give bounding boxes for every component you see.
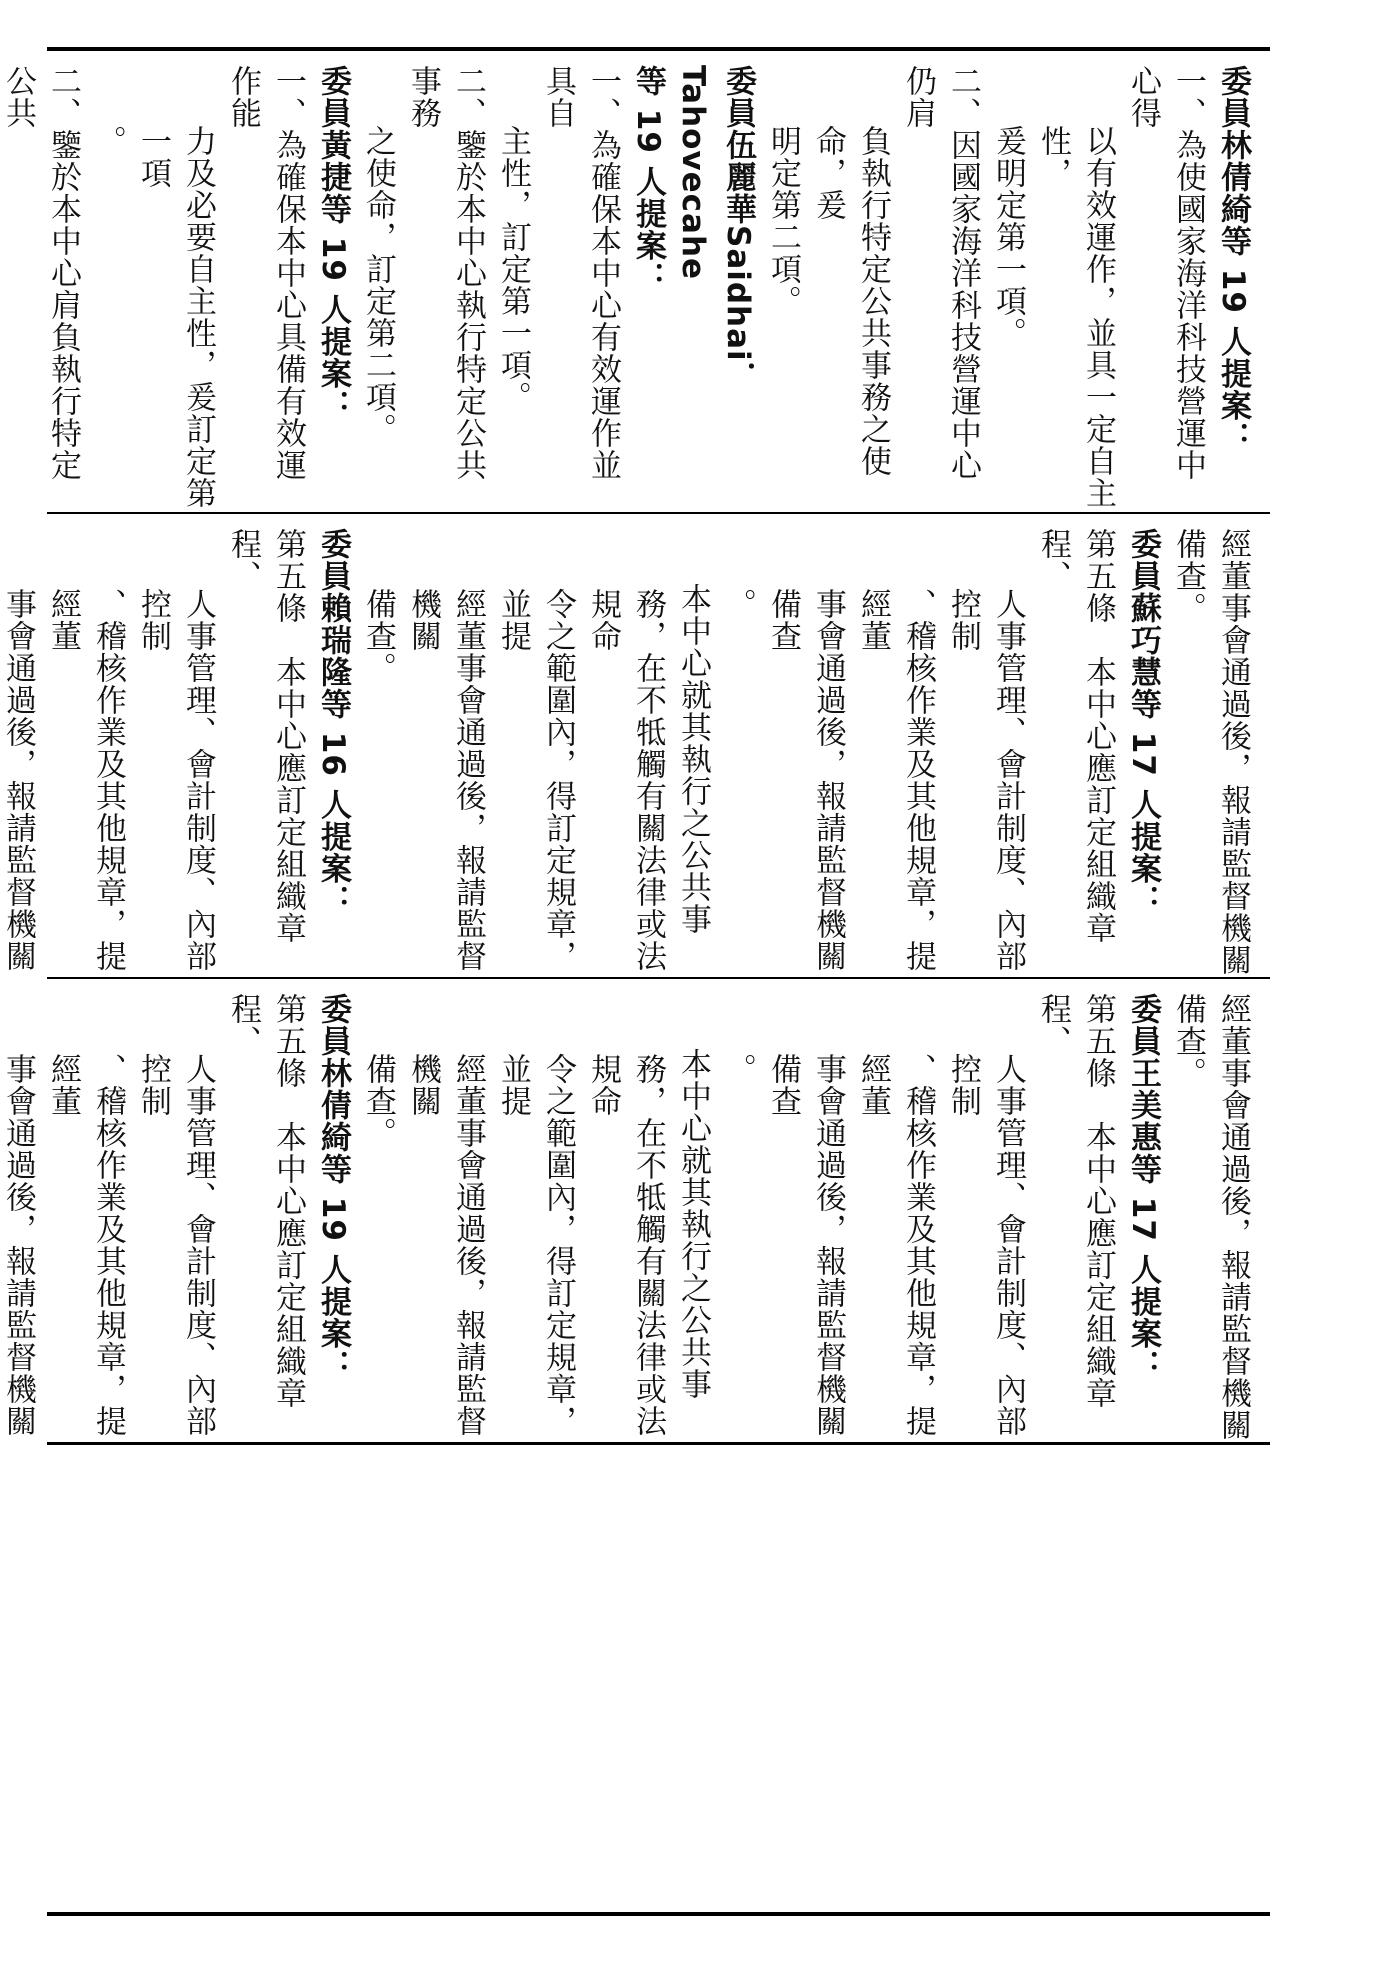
text-line: 事會通過後，報請監督機關 (0, 588, 36, 972)
text-line: 第五條 本中心應訂定組織章程、 (1035, 528, 1116, 944)
text-line: 二、因國家海洋科技營運中心仍肩 (900, 65, 981, 481)
text-line: 務，在不牴觸有關法律或法規命 (585, 1053, 666, 1437)
text-line: 一、為使國家海洋科技營運中心得 (1125, 65, 1206, 481)
text-block-3 (0, 979, 1376, 1442)
text-line: 第五條 本中心應訂定組織章程、 (1035, 993, 1116, 1409)
text-line: 本中心就其執行之公共事 (675, 1048, 711, 1400)
text-line: 備查。 (360, 1053, 396, 1149)
text-line: 委員蘇巧慧等 17 人提案： (1125, 528, 1161, 917)
text-line: 經董事會通過後，報請監督機關 (405, 588, 486, 972)
divider-rule-3 (47, 1442, 1270, 1445)
text-line: 委員伍麗華Saidhai．Tahovecahe (675, 65, 756, 394)
text-line: 負執行特定公共事務之使命，爰 (810, 125, 891, 477)
text-line: 委員林倩綺等 19 人提案： (1215, 65, 1251, 454)
text-line: 委員林倩綺等 19 人提案： (315, 993, 351, 1382)
text-line: 、稽核作業及其他規章，提經董 (855, 588, 936, 972)
text-line: 明定第二項。 (765, 125, 801, 317)
text-line: 一、為確保本中心有效運作並具自 (540, 65, 621, 481)
text-line: 。 (720, 588, 756, 620)
text-line: 之使命，訂定第二項。 (360, 125, 396, 445)
text-line: 務，在不牴觸有關法律或法規命 (585, 588, 666, 972)
text-line: 令之範圍內，得訂定規章，並提 (495, 588, 576, 972)
text-line: 第五條 本中心應訂定組織章程、 (225, 993, 306, 1409)
text-line: 、稽核作業及其他規章，提經董 (855, 1053, 936, 1437)
text-line: 事會通過後，報請監督機關備查 (765, 588, 846, 972)
text-line: 一、為確保本中心具備有效運作能 (225, 65, 306, 481)
text-line: 備查。 (1170, 993, 1206, 1089)
text-line: 本中心就其執行之公共事 (675, 583, 711, 935)
text-line: 、稽核作業及其他規章，提經董 (45, 1053, 126, 1437)
text-line: 委員賴瑞隆等 16 人提案： (315, 528, 351, 917)
text-line: 力及必要自主性，爰訂定第一項 (135, 125, 216, 509)
text-line: 委員黃捷等 19 人提案： (315, 65, 351, 422)
text-line: 人事管理、會計制度、內部控制 (945, 1053, 1026, 1437)
text-line: 備查。 (1170, 528, 1206, 624)
text-line: 主性，訂定第一項。 (495, 125, 531, 413)
text-block-1 (0, 51, 1376, 512)
text-line: 以有效運作，並具一定自主性， (1035, 125, 1116, 509)
text-line: 經董事會通過後，報請監督機關 (1215, 528, 1251, 976)
text-line: 人事管理、會計制度、內部控制 (135, 588, 216, 972)
text-line: 經董事會通過後，報請監督機關 (405, 1053, 486, 1437)
text-line: 。 (720, 1053, 756, 1085)
text-line: 事會通過後，報請監督機關備查 (765, 1053, 846, 1437)
text-line: 經董事會通過後，報請監督機關 (1215, 993, 1251, 1441)
text-line: 事會通過後，報請監督機關 (0, 1053, 36, 1437)
text-line: 人事管理、會計制度、內部控制 (135, 1053, 216, 1437)
text-line: 。 (90, 125, 126, 157)
text-line: 備查。 (360, 588, 396, 684)
text-line: 等 19 人提案： (630, 65, 666, 294)
text-line: 、稽核作業及其他規章，提經董 (45, 588, 126, 972)
text-line: 爰明定第一項。 (990, 125, 1026, 349)
text-line: 第五條 本中心應訂定組織章程、 (225, 528, 306, 944)
text-line: 二、鑒於本中心執行特定公共事務 (405, 65, 486, 481)
bottom-rule (47, 1912, 1270, 1916)
text-block-2 (0, 514, 1376, 977)
text-line: 二、鑒於本中心肩負執行特定公共 (0, 65, 81, 481)
text-line: 委員王美惠等 17 人提案： (1125, 993, 1161, 1382)
text-line: 令之範圍內，得訂定規章，並提 (495, 1053, 576, 1437)
text-line: 人事管理、會計制度、內部控制 (945, 588, 1026, 972)
